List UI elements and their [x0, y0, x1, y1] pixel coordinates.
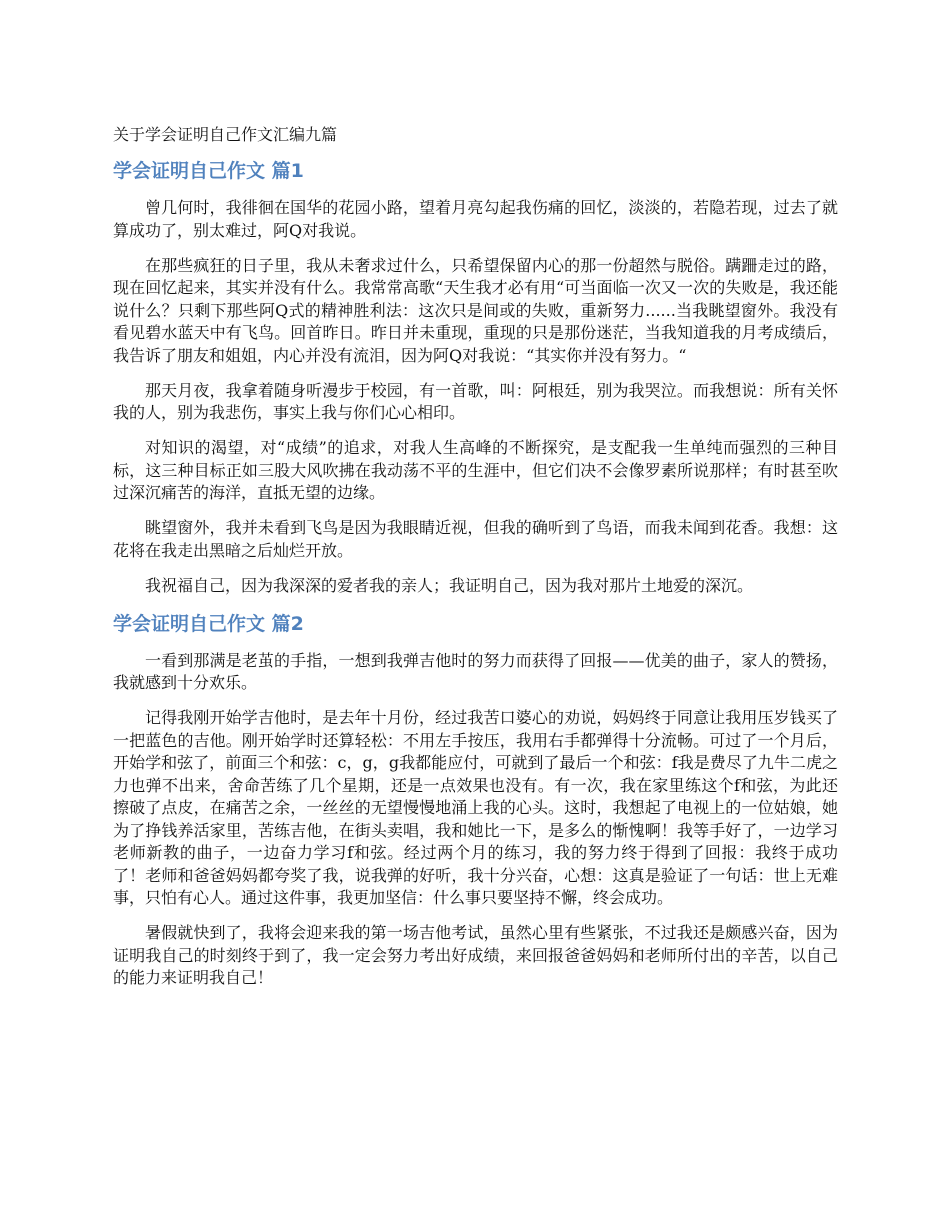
- paragraph: 眺望窗外，我并未看到飞鸟是因为我眼睛近视，但我的确听到了鸟语，而我未闻到花香。我想：这花将在我走出黑暗之后灿烂开放。: [113, 518, 838, 560]
- paragraph: 对知识的渴望，对“成绩”的追求，对我人生高峰的不断探究，是支配我一生单纯而强烈的三种目标，这三种目标正如三股大风吹拂在我动荡不平的生涯中，但它们决不会像罗素所说那样；有时甚至吹过深沉痛苦的海洋，直抵无望的边缘。: [113, 438, 838, 502]
- section-2: [113, 610, 838, 990]
- paragraph: 曾几何时，我徘徊在国华的花园小路，望着月亮勾起我伤痛的回忆，淡淡的，若隐若现，过去了就算成功了，别太难过，阿Q对我说。: [113, 198, 838, 240]
- paragraph: 我祝福自己，因为我深深的爱者我的亲人；我证明自己，因为我对那片土地爱的深沉。: [145, 575, 754, 595]
- paragraph: 那天月夜，我拿着随身听漫步于校园，有一首歌，叫：阿根廷，别为我哭泣。而我想说：所有关怀我的人，别为我悲伤，事实上我与你们心心相印。: [113, 380, 838, 422]
- document-body: [113, 122, 838, 1002]
- document-title: 关于学会证明自己作文汇编九篇: [113, 125, 338, 144]
- section-heading-1: 学会证明自己作文 篇1: [113, 160, 304, 182]
- paragraph: 暑假就快到了，我将会迎来我的第一场吉他考试，虽然心里有些紧张，不过我还是颇感兴奋，因为证明我自己的时刻终于到了，我一定会努力考出好成绩，来回报爸爸妈妈和老师所付出的辛苦，以自己的能力来证明我自己！: [113, 923, 838, 987]
- paragraph: 一看到那满是老茧的手指，一想到我弹吉他时的努力而获得了回报——优美的曲子，家人的赞扬，我就感到十分欢乐。: [113, 650, 838, 692]
- paragraph: 在那些疯狂的日子里，我从未奢求过什么，只希望保留内心的那一份超然与脱俗。蹒跚走过的路，现在回忆起来，其实并没有什么。我常常高歌“天生我才必有用“可当面临一次又一次的失败是，我还能说什么？只剩下那些阿Q式的精神胜利法：这次只是间或的失败，重新努力......当我眺望窗外。我没有看见碧水蓝天中有飞鸟。回首昨日。昨日并未重现，重现的只是那份迷茫，当我知道我的月考成绩后，我告诉了朋友和姐姐，内心并没有流泪，因为阿Q对我说：“其实你并没有努力。“: [113, 255, 838, 365]
- section-1: [113, 157, 838, 597]
- section-heading-2: 学会证明自己作文 篇2: [113, 612, 304, 635]
- paragraph: 记得我刚开始学吉他时，是去年十月份，经过我苦口婆心的劝说，妈妈终于同意让我用压岁钱买了一把蓝色的吉他。刚开始学时还算轻松：不用左手按压，我用右手都弹得十分流畅。可过了一个月后，开始学和弦了，前面三个和弦：c，g，g我都能应付，可就到了最后一个和弦：f我是费尽了九牛二虎之力也弹不出来，舍命苦练了几个星期，还是一点效果也没有。有一次，我在家里练这个f和弦，为此还擦破了点皮，在痛苦之余，一丝丝的无望慢慢地涌上我的心头。这时，我想起了电视上的一位姑娘，她为了挣钱养活家里，苦练吉他，在街头卖唱，我和她比一下，是多么的惭愧啊！我等手好了，一边学习老师新教的曲子，一边奋力学习f和弦。经过两个月的练习，我的努力终于得到了回报：我终于成功了！老师和爸爸妈妈都夸奖了我，说我弹的好听，我十分兴奋，心想：这真是验证了一句话：世上无难事，只怕有心人。通过这件事，我更加坚信：什么事只要坚持不懈，终会成功。: [113, 708, 838, 907]
